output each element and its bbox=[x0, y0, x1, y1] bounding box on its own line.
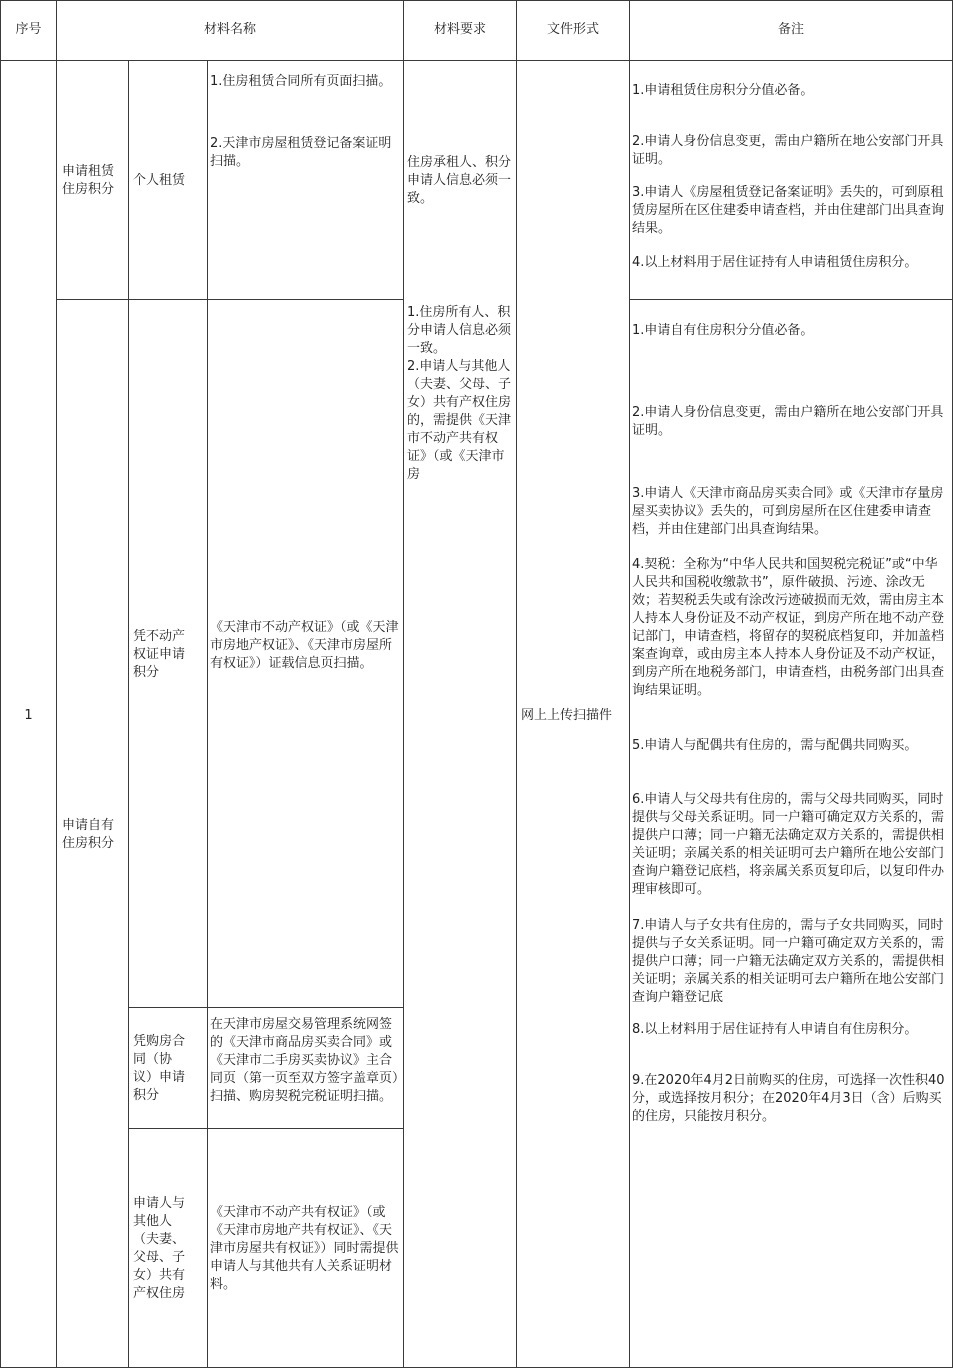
own-note-1: 1.申请自有住房积分分值必备。 bbox=[632, 323, 814, 338]
header-material-name: 材料名称 bbox=[203, 22, 256, 37]
rent-subcategory: 个人租赁 bbox=[133, 173, 186, 188]
own-sub-3-material: 《天津市不动产共有权证》（或《天津市房地产共有权证》、《天津市房屋共有权证》）同时需提供申请人与其他共有人关系证明材料。 bbox=[210, 1205, 399, 1292]
own-sub-2-material: 在天津市房屋交易管理系统网签的《天津市商品房买卖合同》或《天津市二手房买卖协议》主合同页（第一页至双方签字盖章页）扫描、购房契税完税证明扫描。 bbox=[210, 1017, 399, 1104]
rent-note-4: 4.以上材料用于居住证持有人申请租赁住房积分。 bbox=[632, 255, 918, 270]
own-sub-1-material: 《天津市不动产权证》（或《天津市房地产权证》、《天津市房屋所有权证》）证载信息页扫描。 bbox=[210, 620, 399, 671]
own-note-4: 4.契税：全称为“中华人民共和国契税完税证”或“中华人民共和国税收缴款书”，原件破损、污迹、涂改无效；若契税丢失或有涂改污迹破损而无效，需由房主本人持本人身份证及不动产权证，到房产所在地不动产登记部门，申请查档，将留存的契税底档复印，并加盖档案查询章，或由房主本人持本人身份证及不动产权证，到房产所在地税务部门，申请查档，由税务部门出具查询结果证明。 bbox=[632, 557, 945, 698]
rent-category: 申请租赁 住房积分 bbox=[62, 164, 115, 197]
rent-requirement: 住房承租人、积分申请人信息必须一致。 bbox=[407, 155, 512, 206]
own-note-8: 8.以上材料用于居住证持有人申请自有住房积分。 bbox=[632, 1022, 918, 1037]
own-requirement: 1.住房所有人、积分申请人信息必须一致。 2.申请人与其他人（夫妻、父母、子女）共有产权住房的，需提供《天津市不动产共有权证》（或《天津市房 bbox=[407, 305, 512, 482]
row-seq-number: 1 bbox=[24, 708, 33, 723]
table-divider-own-sub2 bbox=[128, 1128, 403, 1129]
own-note-5: 5.申请人与配偶共有住房的，需与配偶共同购买。 bbox=[632, 738, 918, 753]
table-divider-rent-own bbox=[56, 299, 403, 300]
rent-material-1: 1.住房租赁合同所有页面扫描。 bbox=[210, 74, 392, 89]
table-border-header-bottom bbox=[0, 60, 953, 61]
rent-note-2: 2.申请人身份信息变更，需由户籍所在地公安部门开具证明。 bbox=[632, 134, 944, 167]
table-col-material bbox=[207, 60, 208, 1368]
header-material-requirement: 材料要求 bbox=[433, 22, 486, 37]
table-border-bottom bbox=[0, 1367, 953, 1368]
own-note-9: 9.在2020年4月2日前购买的住房，可选择一次性积40分，或选择按月积分；在2020年4月3日（含）后购买的住房，只能按月积分。 bbox=[632, 1073, 945, 1124]
table-col-seq bbox=[56, 0, 57, 1368]
table-col-remarks bbox=[629, 0, 630, 1368]
own-category: 申请自有 住房积分 bbox=[62, 818, 115, 851]
rent-note-1: 1.申请租赁住房积分分值必备。 bbox=[632, 83, 814, 98]
header-seq: 序号 bbox=[15, 22, 42, 37]
table-col-fileform bbox=[516, 0, 517, 1368]
rent-note-3: 3.申请人《房屋租赁登记备案证明》丢失的，可到原租赁房屋所在区住建委申请查档，并由住建部门出具查询结果。 bbox=[632, 185, 945, 236]
table-col-requirement bbox=[403, 0, 404, 1368]
own-note-3: 3.申请人《天津市商品房买卖合同》或《天津市存量房屋买卖协议》丢失的，可到房屋所在区住建委申请查档，并由住建部门出具查询结果。 bbox=[632, 486, 944, 537]
header-remarks: 备注 bbox=[777, 22, 804, 37]
own-note-2: 2.申请人身份信息变更，需由户籍所在地公安部门开具证明。 bbox=[632, 405, 944, 438]
own-sub-3-name: 申请人与 其他人 （夫妻、 父母、子 女）共有 产权住房 bbox=[133, 1196, 186, 1301]
own-sub-2-name: 凭购房合 同（协 议）申请 积分 bbox=[133, 1034, 186, 1103]
own-sub-1-name: 凭不动产 权证申请 积分 bbox=[133, 629, 186, 680]
own-note-7: 7.申请人与子女共有住房的，需与子女共同购买，同时提供与子女关系证明。同一户籍可确定双方关系的，需提供户口薄；同一户籍无法确定双方关系的，需提供相关证明；亲属关系的相关证明可去户籍所在地公安部门查询户籍登记底 bbox=[632, 918, 945, 1005]
table-divider-own-sub1 bbox=[128, 1007, 403, 1008]
rent-material-2: 2.天津市房屋租赁登记备案证明扫描。 bbox=[210, 136, 392, 169]
table-border-top bbox=[0, 0, 953, 1]
table-border-left bbox=[0, 0, 1, 1368]
table-divider-rent-own-notes bbox=[629, 299, 953, 300]
row-file-form: 网上上传扫描件 bbox=[521, 708, 613, 723]
table-col-sub bbox=[128, 60, 129, 1368]
header-file-form: 文件形式 bbox=[546, 22, 599, 37]
own-note-6: 6.申请人与父母共有住房的，需与父母共同购买，同时提供与父母关系证明。同一户籍可确定双方关系的，需提供户口薄；同一户籍无法确定双方关系的，需提供相关证明；亲属关系的相关证明可去户籍所在地公安部门查询户籍登记底档，将亲属关系页复印后，以复印件办理审核即可。 bbox=[632, 792, 945, 897]
